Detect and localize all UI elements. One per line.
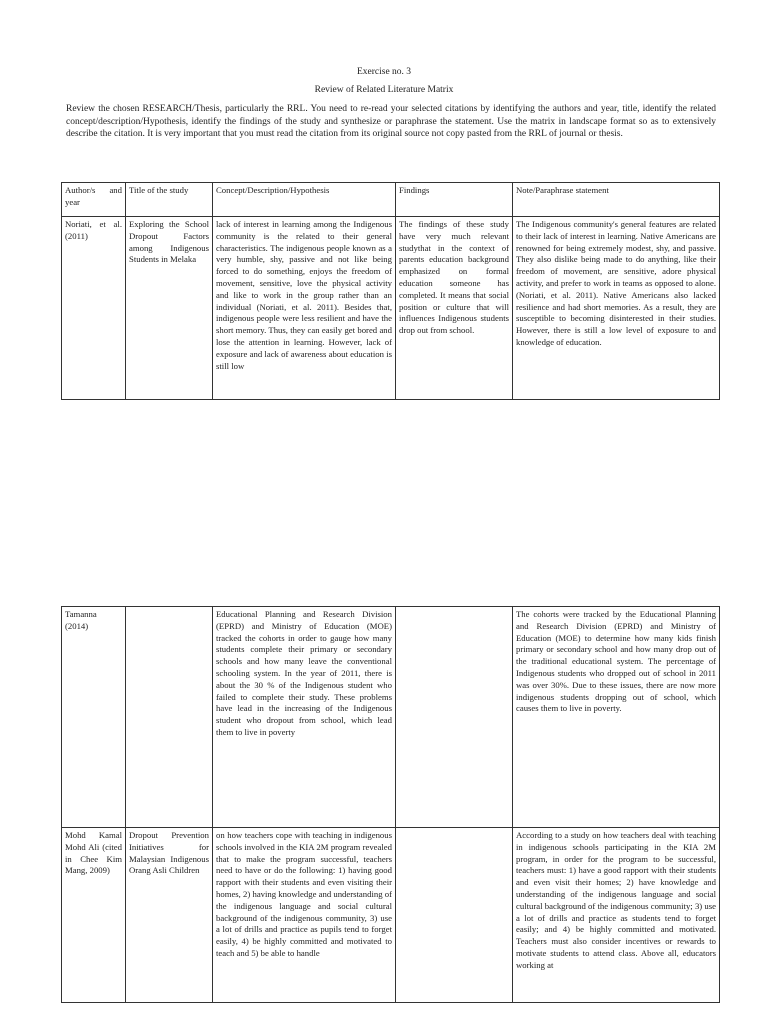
author-text: Tamanna (2014) — [65, 609, 97, 631]
note-text: The Indigenous community's general features are related to their lack of interest in learning. Native Americans are renowned for being extremely modest, shy, and passive. They also dislike being made to do anything, like their freedom of movement, are sensitive, adore physical activity, and prefer to work in teams as opposed to alone. (Noriati, et al. 2011). Native Americans also lacked resilience and had short memories. As a result, they are susceptible to becoming disinterested in their studies. However, there is still a low level of exposure to and knowledge of education. — [516, 219, 716, 347]
literature-matrix-table-continued — [61, 606, 720, 1003]
literature-matrix-table — [61, 182, 720, 400]
cell-note — [513, 217, 720, 400]
table-header-row — [62, 183, 720, 217]
cell-concept — [213, 217, 396, 400]
concept-text: on how teachers cope with teaching in indigenous schools involved in the KIA 2M program revealed that to make the program successful, teachers need to have or do the following: 1) having good rapport with their students and even visiting their homes, 2) having knowledge and understanding of the indigenous language and social cultural background of the indigenous community, 3) use a lot of drills and practice as pupils tend to forget easily, 4) be highly committed and motivated to teach and 5) be able to handle — [216, 830, 392, 958]
cell-concept — [213, 828, 396, 1003]
column-header-findings: Findings — [396, 183, 513, 217]
concept-text: Educational Planning and Research Division (EPRD) and Ministry of Education (MOE) tracked the cohorts in order to gauge how many students complete their primary or secondary schools and how many leave the conventional schooling system. In the year of 2011, there is about the 30 % of the Indigenous student who failed to complete their study. These problems have lead in the increasing of the Indigenous student who dropout from school, which lead them to live in poverty — [216, 609, 392, 737]
cell-findings — [396, 607, 513, 828]
cell-author — [62, 607, 126, 828]
table-row — [62, 828, 720, 1003]
author-text: Mohd Kamal Mohd Ali (cited in Chee Kim Mang, 2009) — [65, 830, 122, 876]
column-header-note: Note/Paraphrase statement — [513, 183, 720, 217]
cell-title — [126, 828, 213, 1003]
cell-author — [62, 828, 126, 1003]
concept-text: lack of interest in learning among the Indigenous community is the related to their general characteristics. The indigenous people known as a very humble, shy, passive and not like being forced to do something, enjoys the freedom of movement, sensitive, love the physical activity and like to work in the group rather than an individual (Noriati, et al. 2011). Besides that, indigenous people were less resilient and have the short memory. Thus, they can easily get bored and lose the attention in learning. However, lack of exposure and lack of awareness about education is still low — [216, 219, 392, 371]
cell-findings — [396, 217, 513, 400]
cell-author — [62, 217, 126, 400]
title-text: Dropout Prevention Initiatives for Malaysian Indigenous Orang Asli Children — [129, 830, 209, 876]
note-text: The cohorts were tracked by the Educational Planning and Research Division (EPRD) and Ministry of Education (MOE) to determine how many kids finish primary or secondary school and how many drop out of the traditional educational system. The percentage of Indigenous students who dropped out of school in 2011 was over 30%. Due to these issues, there are now more indigenous students dropping out of school, which causes them to live in poverty. — [516, 609, 716, 714]
exercise-number: Exercise no. 3 — [356, 67, 412, 77]
table-row — [62, 217, 720, 400]
cell-title — [126, 607, 213, 828]
instructions-paragraph: Review the chosen RESEARCH/Thesis, particularly the RRL. You need to re-read your selected citations by identifying the authors and year, title, identify the related concept/description/Hypothesis, identify the findings of the study and synthesize or paraphrase the statement. Use the matrix in landscape format so as to extensively describe the citation. It is very important that you must read the citation from its original source not copy pasted from the RRL of journal or thesis. — [66, 104, 716, 139]
table-row — [62, 607, 720, 828]
author-text: Noriati, et al. (2011) — [65, 219, 122, 241]
findings-text: The findings of these study have very much relevant studythat in the context of parents education background emphasized on formal education someone has completed. It means that social position or culture that will influences Indigenous students drop out from school. — [399, 219, 509, 336]
column-header-title: Title of the study — [126, 183, 213, 217]
note-text: According to a study on how teachers deal with teaching in indigenous schools participating in the KIA 2M program, in order for the program to be successful, teachers must: 1) have a good rapport with their students and even visit their homes; 2) have knowledge and understanding of the indigenous language and social cultural background of the indigenous community; 3) use a lot of drills and practice as students tend to forget easily; and 4) be highly committed and motivated. Teachers must also consider incentives or rewards to motivate students to attend class. Above all, educators working at — [516, 830, 716, 970]
title-text: Exploring the School Dropout Factors among Indigenous Students in Melaka — [129, 219, 209, 265]
cell-concept — [213, 607, 396, 828]
column-header-concept: Concept/Description/Hypothesis — [213, 183, 396, 217]
cell-note — [513, 828, 720, 1003]
document-subtitle: Review of Related Literature Matrix — [314, 85, 454, 95]
cell-findings — [396, 828, 513, 1003]
column-header-author: Author/s and year — [62, 183, 126, 217]
cell-title — [126, 217, 213, 400]
cell-note — [513, 607, 720, 828]
